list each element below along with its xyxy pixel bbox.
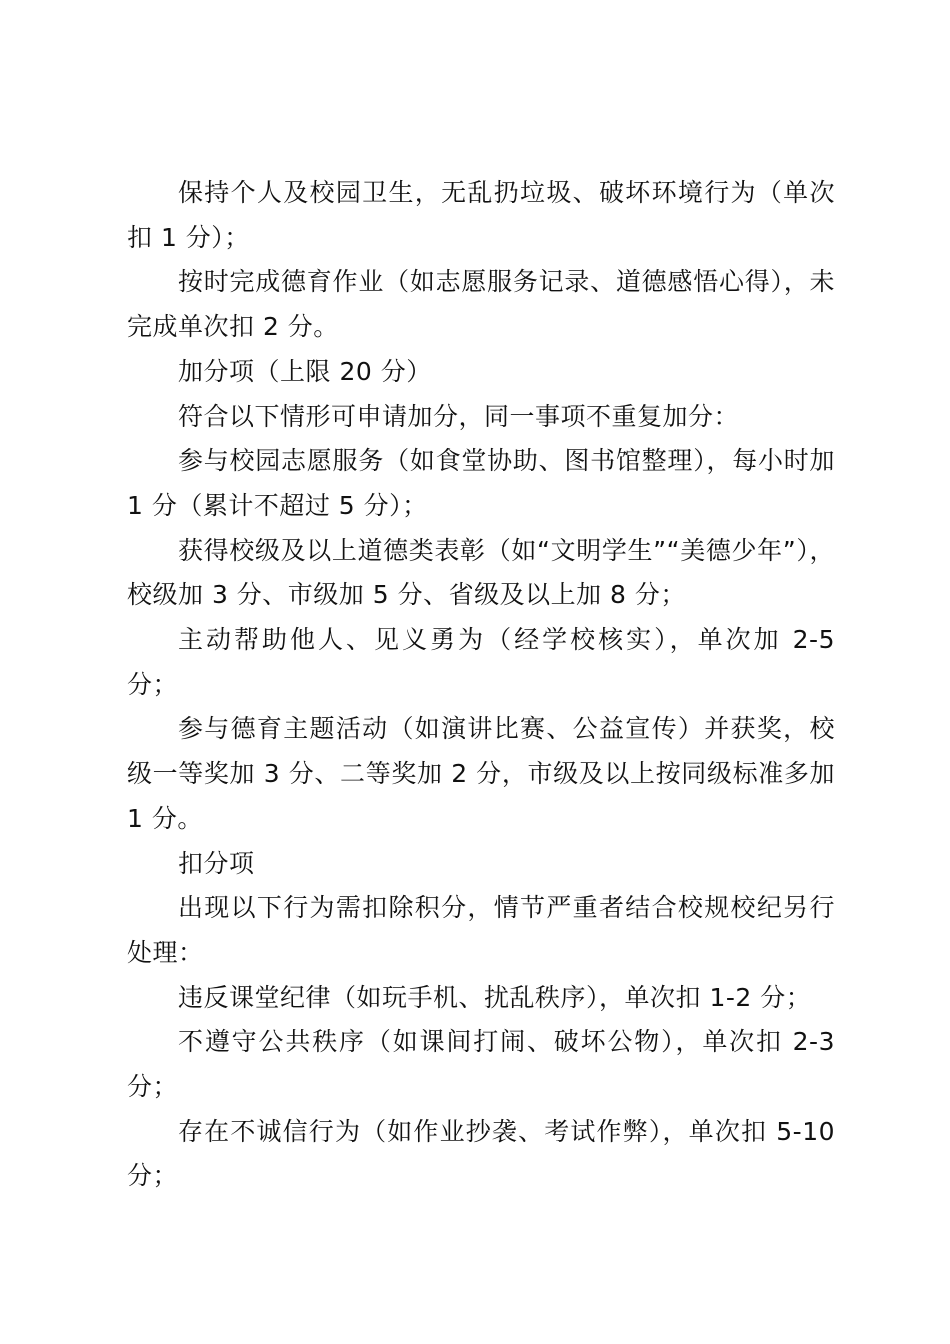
paragraph-hygiene-rule: 保持个人及校园卫生，无乱扔垃圾、破坏环境行为（单次扣 1 分）；: [127, 178, 835, 252]
paragraph-deduction-intro: 出现以下行为需扣除积分，情节严重者结合校规校纪另行处理：: [127, 893, 835, 967]
paragraph-integrity: 存在不诚信行为（如作业抄袭、考试作弊），单次扣 5-10 分；: [127, 1116, 835, 1191]
paragraph-helping-bonus: 主动帮助他人、见义勇为（经学校核实），单次加 2-5 分；: [127, 625, 835, 699]
paragraph-volunteer-bonus: 参与校园志愿服务（如食堂协助、图书馆整理），每小时加 1 分（累计不超过 5 分）；: [127, 446, 835, 520]
section-heading-deduction-items: 扣分项: [178, 848, 255, 878]
paragraph-moral-homework-rule: 按时完成德育作业（如志愿服务记录、道德感悟心得），未完成单次扣 2 分。: [127, 267, 835, 342]
paragraph-public-order: 不遵守公共秩序（如课间打闹、破坏公物），单次扣 2-3 分；: [127, 1027, 835, 1102]
section-heading-bonus-items: 加分项（上限 20 分）: [178, 356, 432, 386]
paragraph-honor-bonus: 获得校级及以上道德类表彰（如“文明学生”“美德少年”），校级加 3 分、市级加 5 分、省级及以上加 8 分；: [127, 535, 835, 610]
paragraph-activity-bonus: 参与德育主题活动（如演讲比赛、公益宣传）并获奖，校级一等奖加 3 分、二等奖加 2 分，市级及以上按同级标准多加 1 分。: [127, 714, 835, 833]
document-body: [127, 171, 835, 1199]
paragraph-bonus-intro: 符合以下情形可申请加分，同一事项不重复加分：: [178, 401, 740, 431]
paragraph-classroom-discipline: 违反课堂纪律（如玩手机、扰乱秩序），单次扣 1-2 分；: [178, 982, 812, 1012]
